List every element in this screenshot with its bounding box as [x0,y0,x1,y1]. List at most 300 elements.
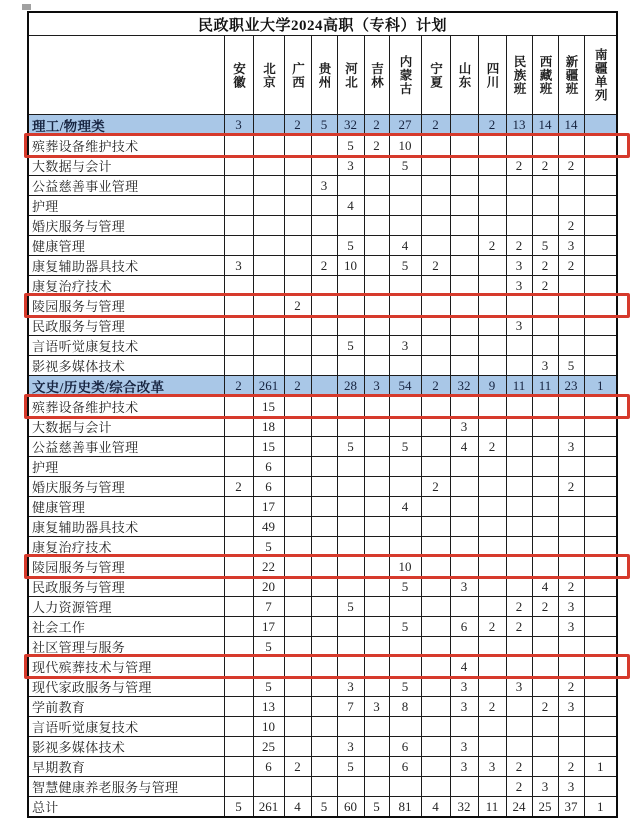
plan-count-cell [337,497,364,517]
section-header-row [28,376,617,397]
plan-count-cell: 2 [506,757,532,777]
program-row [28,397,617,417]
plan-count-cell: 3 [450,757,478,777]
plan-count-cell [558,196,584,216]
plan-count-cell [478,657,506,677]
plan-count-cell [421,356,450,376]
plan-count-cell: 2 [224,376,253,397]
plan-count-cell [389,477,421,497]
plan-count-cell [478,737,506,757]
plan-count-cell [421,757,450,777]
program-row [28,477,617,497]
plan-count-cell: 32 [450,376,478,397]
plan-count-cell [224,557,253,577]
plan-count-cell: 5 [389,156,421,176]
plan-count-cell [478,156,506,176]
plan-count-cell [532,216,558,236]
plan-count-cell [450,216,478,236]
plan-count-cell [532,537,558,557]
province-header: 安徽 [224,36,253,115]
plan-count-cell [224,677,253,697]
plan-count-cell [253,777,284,797]
plan-count-cell [506,557,532,577]
plan-count-cell [450,557,478,577]
plan-count-cell [337,356,364,376]
plan-count-cell [450,457,478,477]
plan-count-cell [478,336,506,356]
plan-count-cell [478,637,506,657]
plan-count-cell: 6 [253,757,284,777]
program-name-cell: 大数据与会计 [28,417,224,437]
program-name-cell: 影视多媒体技术 [28,356,224,376]
plan-count-cell [558,417,584,437]
program-name-cell: 婚庆服务与管理 [28,216,224,236]
plan-count-cell [506,296,532,316]
plan-count-cell: 3 [478,757,506,777]
plan-count-cell [284,617,311,637]
plan-count-cell: 5 [389,256,421,276]
plan-count-cell [224,657,253,677]
plan-count-cell: 11 [478,797,506,818]
plan-count-cell: 54 [389,376,421,397]
plan-count-cell [421,657,450,677]
plan-count-cell [558,336,584,356]
program-row [28,216,617,236]
plan-count-cell [506,517,532,537]
plan-count-cell [450,296,478,316]
plan-count-cell [478,717,506,737]
plan-count-cell [558,557,584,577]
plan-count-cell: 5 [253,637,284,657]
program-row [28,537,617,557]
plan-count-cell [337,477,364,497]
plan-count-cell [506,637,532,657]
scan-artifact [22,4,31,10]
plan-count-cell [421,597,450,617]
plan-count-cell: 10 [253,717,284,737]
plan-count-cell [364,637,389,657]
plan-count-cell [584,497,617,517]
plan-count-cell [532,196,558,216]
plan-count-cell [421,557,450,577]
plan-count-cell: 22 [253,557,284,577]
plan-count-cell [421,196,450,216]
plan-count-cell [364,537,389,557]
plan-count-cell [532,717,558,737]
plan-count-cell [284,677,311,697]
program-name-cell: 陵园服务与管理 [28,296,224,316]
plan-count-cell: 6 [389,737,421,757]
plan-count-cell [311,557,337,577]
plan-count-cell [532,437,558,457]
plan-count-cell [224,757,253,777]
plan-count-cell [584,657,617,677]
plan-count-cell [532,757,558,777]
program-row [28,136,617,156]
plan-count-cell [284,597,311,617]
plan-count-cell [478,417,506,437]
plan-count-cell [478,136,506,156]
plan-count-cell [337,216,364,236]
plan-count-cell: 32 [337,115,364,136]
plan-count-cell [532,497,558,517]
plan-count-cell [532,657,558,677]
plan-count-cell: 2 [284,757,311,777]
plan-count-cell [584,517,617,537]
plan-count-cell [311,717,337,737]
plan-count-cell: 2 [364,115,389,136]
plan-count-cell [450,236,478,256]
plan-count-cell [450,397,478,417]
plan-count-cell: 3 [558,697,584,717]
plan-count-cell [450,276,478,296]
plan-count-cell [450,256,478,276]
plan-count-cell [364,276,389,296]
plan-count-cell: 2 [506,236,532,256]
plan-count-cell [224,336,253,356]
plan-count-cell [364,216,389,236]
plan-count-cell [584,196,617,216]
plan-count-cell [450,136,478,156]
plan-count-cell [450,717,478,737]
plan-count-cell [311,457,337,477]
plan-count-cell [421,677,450,697]
plan-count-cell: 3 [450,577,478,597]
plan-count-cell [364,457,389,477]
plan-count-cell: 2 [284,115,311,136]
plan-count-cell [478,457,506,477]
plan-count-cell [311,236,337,256]
program-row [28,457,617,477]
plan-count-cell: 261 [253,797,284,818]
plan-count-cell [532,316,558,336]
plan-count-cell: 6 [450,617,478,637]
program-name-cell: 陵园服务与管理 [28,557,224,577]
plan-count-cell: 3 [389,336,421,356]
plan-count-cell: 3 [450,677,478,697]
plan-count-cell: 14 [558,115,584,136]
plan-count-cell: 3 [558,617,584,637]
plan-count-cell: 4 [450,437,478,457]
plan-count-cell [584,397,617,417]
plan-count-cell [337,777,364,797]
plan-count-cell [421,437,450,457]
plan-count-cell: 5 [337,597,364,617]
plan-count-cell: 3 [558,597,584,617]
plan-count-cell [224,777,253,797]
plan-count-cell [584,537,617,557]
program-name-cell: 言语听觉康复技术 [28,336,224,356]
plan-count-cell: 6 [253,477,284,497]
plan-count-cell [584,557,617,577]
province-header: 西藏班 [532,36,558,115]
plan-count-cell: 2 [421,376,450,397]
plan-count-cell [364,677,389,697]
plan-count-cell [311,737,337,757]
plan-count-cell: 3 [558,236,584,256]
plan-count-cell [421,336,450,356]
plan-count-cell [584,296,617,316]
plan-count-cell [506,737,532,757]
plan-count-cell [311,417,337,437]
plan-count-cell: 60 [337,797,364,818]
plan-count-cell [311,677,337,697]
plan-count-cell [389,276,421,296]
plan-count-cell: 10 [337,256,364,276]
plan-count-cell: 3 [311,176,337,196]
plan-count-cell [532,417,558,437]
plan-count-cell: 2 [421,256,450,276]
plan-count-cell [311,697,337,717]
plan-count-cell: 13 [253,697,284,717]
plan-count-cell [284,336,311,356]
program-name-cell: 现代家政服务与管理 [28,677,224,697]
plan-count-cell [389,777,421,797]
program-row [28,316,617,336]
plan-count-cell [558,316,584,336]
plan-count-cell [450,477,478,497]
plan-count-cell: 13 [506,115,532,136]
province-header: 山东 [450,36,478,115]
plan-count-cell: 3 [506,276,532,296]
plan-count-cell [532,457,558,477]
plan-count-cell [284,577,311,597]
total-row [28,797,617,818]
plan-count-cell [558,457,584,477]
plan-count-cell: 5 [532,236,558,256]
plan-count-cell [506,356,532,376]
program-row [28,156,617,176]
plan-count-cell [421,176,450,196]
plan-count-cell [364,757,389,777]
plan-count-cell [253,156,284,176]
province-header: 贵州 [311,36,337,115]
plan-count-cell [450,356,478,376]
plan-count-cell [364,657,389,677]
program-row [28,617,617,637]
province-header: 南疆单列 [584,36,617,115]
plan-count-cell [284,276,311,296]
program-name-cell: 康复治疗技术 [28,276,224,296]
plan-count-cell: 4 [389,497,421,517]
plan-count-cell: 5 [389,677,421,697]
plan-count-cell: 3 [224,256,253,276]
plan-count-cell: 2 [532,256,558,276]
program-name-cell: 言语听觉康复技术 [28,717,224,737]
plan-count-cell: 3 [337,156,364,176]
plan-count-cell: 17 [253,497,284,517]
plan-count-cell: 2 [558,477,584,497]
program-name-cell: 护理 [28,457,224,477]
plan-count-cell [311,196,337,216]
plan-count-cell [253,115,284,136]
plan-count-cell: 5 [389,617,421,637]
enrollment-plan-table-wrapper [27,11,616,818]
plan-count-cell [389,717,421,737]
plan-count-cell [532,517,558,537]
plan-count-cell [584,697,617,717]
section-header-row [28,115,617,136]
plan-count-cell [224,236,253,256]
plan-count-cell [224,497,253,517]
plan-count-cell: 2 [478,115,506,136]
plan-count-cell [478,256,506,276]
plan-count-cell [584,115,617,136]
plan-count-cell: 18 [253,417,284,437]
plan-count-cell [253,657,284,677]
plan-count-cell [506,477,532,497]
plan-count-cell [253,316,284,336]
province-header: 广西 [284,36,311,115]
plan-count-cell: 2 [506,597,532,617]
plan-count-cell: 32 [450,797,478,818]
plan-count-cell: 20 [253,577,284,597]
plan-count-cell [284,657,311,677]
plan-count-cell [478,677,506,697]
plan-count-cell [364,497,389,517]
program-row [28,176,617,196]
plan-count-cell [450,637,478,657]
plan-count-cell [584,216,617,236]
plan-count-cell [450,196,478,216]
program-name-cell: 文史/历史类/综合改革 [28,376,224,397]
plan-count-cell [224,216,253,236]
plan-count-cell [337,557,364,577]
plan-count-cell: 1 [584,376,617,397]
program-name-cell: 公益慈善事业管理 [28,437,224,457]
plan-count-cell [450,537,478,557]
plan-count-cell: 17 [253,617,284,637]
plan-count-cell [224,136,253,156]
program-row [28,417,617,437]
plan-count-cell [584,617,617,637]
plan-count-cell [478,356,506,376]
province-header: 四川 [478,36,506,115]
plan-count-cell [558,497,584,517]
plan-count-cell [478,597,506,617]
plan-count-cell [506,497,532,517]
plan-count-cell [450,336,478,356]
plan-count-cell [584,356,617,376]
plan-count-cell [364,557,389,577]
plan-count-cell: 11 [532,376,558,397]
plan-count-cell [311,657,337,677]
program-row [28,196,617,216]
plan-count-cell [337,176,364,196]
plan-count-cell [253,356,284,376]
plan-count-cell: 5 [337,757,364,777]
plan-count-cell [224,617,253,637]
plan-count-cell [532,336,558,356]
plan-count-cell [450,777,478,797]
plan-count-cell [364,717,389,737]
plan-count-cell [478,577,506,597]
plan-count-cell [450,156,478,176]
plan-count-cell: 3 [558,437,584,457]
plan-count-cell [253,216,284,236]
plan-count-cell [337,637,364,657]
program-name-cell: 民政服务与管理 [28,577,224,597]
program-name-cell: 护理 [28,196,224,216]
plan-count-cell: 3 [450,417,478,437]
title-row [28,12,617,36]
program-name-cell: 殡葬设备维护技术 [28,136,224,156]
program-row [28,356,617,376]
plan-count-cell [337,457,364,477]
program-name-cell: 现代殡葬技术与管理 [28,657,224,677]
plan-count-cell [389,316,421,336]
plan-count-cell [558,176,584,196]
plan-count-cell [532,477,558,497]
plan-count-cell [389,216,421,236]
plan-count-cell [421,276,450,296]
plan-count-cell: 3 [450,697,478,717]
plan-count-cell [311,316,337,336]
plan-count-cell [224,417,253,437]
plan-count-cell [421,697,450,717]
province-header: 内蒙古 [389,36,421,115]
program-name-cell: 影视多媒体技术 [28,737,224,757]
plan-count-cell [506,176,532,196]
plan-count-cell [421,156,450,176]
plan-count-cell: 37 [558,797,584,818]
plan-count-cell: 5 [337,437,364,457]
plan-count-cell [311,597,337,617]
plan-count-cell [284,156,311,176]
plan-count-cell [532,737,558,757]
plan-count-cell [364,196,389,216]
plan-count-cell: 2 [506,617,532,637]
plan-count-cell [584,777,617,797]
plan-count-cell [311,477,337,497]
plan-count-cell [284,216,311,236]
plan-count-cell [284,176,311,196]
province-header: 宁夏 [421,36,450,115]
plan-count-cell: 2 [558,156,584,176]
plan-count-cell [284,437,311,457]
plan-count-cell: 5 [311,797,337,818]
plan-count-cell [224,276,253,296]
plan-count-cell [337,397,364,417]
plan-count-cell [584,336,617,356]
program-row [28,737,617,757]
plan-count-cell [284,196,311,216]
plan-count-cell: 2 [478,617,506,637]
plan-count-cell [311,156,337,176]
province-header: 新疆班 [558,36,584,115]
plan-count-cell [364,397,389,417]
plan-count-cell [389,637,421,657]
plan-count-cell [364,597,389,617]
program-name-cell: 理工/物理类 [28,115,224,136]
plan-count-cell [506,437,532,457]
plan-count-cell [224,316,253,336]
plan-count-cell [337,316,364,336]
plan-count-cell: 3 [224,115,253,136]
plan-count-cell [421,637,450,657]
plan-count-cell: 14 [532,115,558,136]
plan-count-cell: 261 [253,376,284,397]
plan-count-cell [421,537,450,557]
plan-count-cell [364,156,389,176]
plan-count-cell: 2 [506,777,532,797]
plan-count-cell [284,517,311,537]
plan-count-cell [253,176,284,196]
program-name-cell: 健康管理 [28,497,224,517]
program-row [28,276,617,296]
plan-count-cell [584,637,617,657]
plan-count-cell: 9 [478,376,506,397]
